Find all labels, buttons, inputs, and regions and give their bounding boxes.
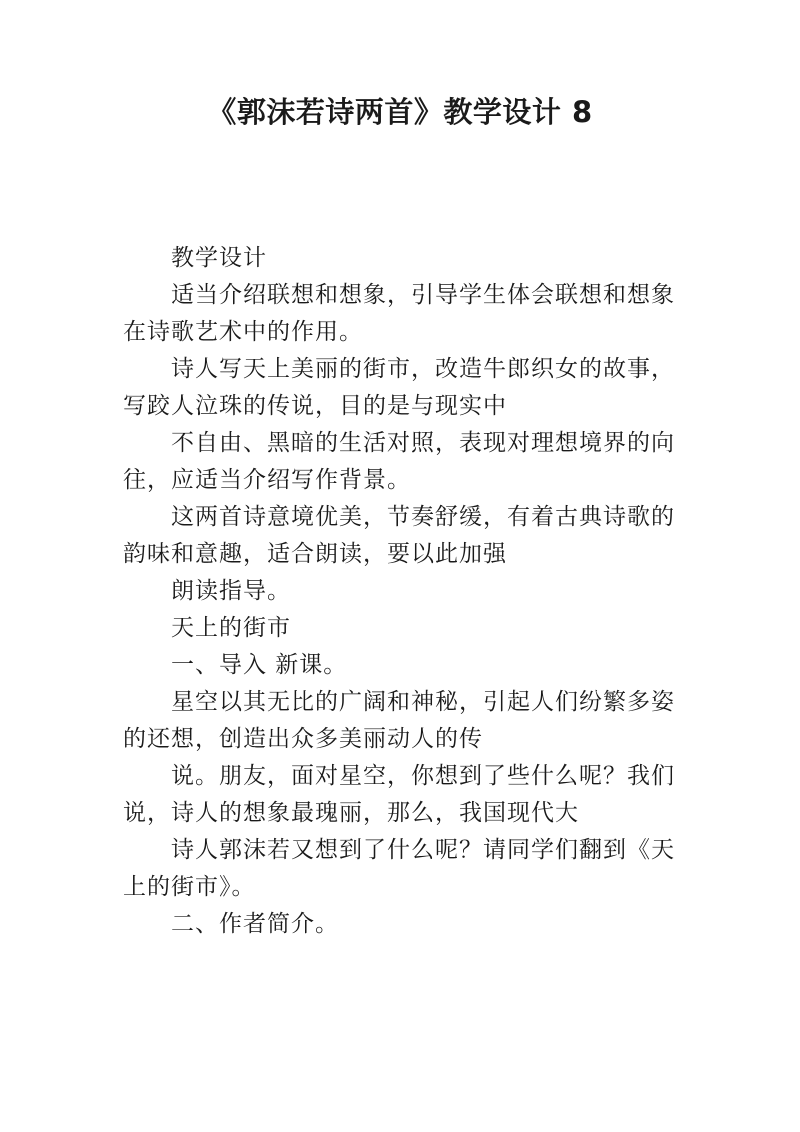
paragraph-heading-teaching-design: 教学设计: [171, 245, 267, 271]
paragraph: 诗人写天上美丽的街市，改造牛郎织女的故事，写跤人泣珠的传说，目的是与现实中: [123, 356, 675, 419]
paragraph: 不自由、黑暗的生活对照，表现对理想境界的向往，应适当介绍写作背景。: [123, 430, 675, 493]
document-body: [123, 240, 693, 943]
section-heading-poem: 天上的街市: [171, 615, 291, 641]
paragraph: 朗读指导。: [171, 578, 291, 604]
paragraph: 诗人郭沫若又想到了什么呢？请同学们翻到《天上的街市》。: [123, 837, 675, 900]
document-title: 《郭沫若诗两首》教学设计 8: [207, 95, 593, 129]
paragraph: 这两首诗意境优美，节奏舒缓，有着古典诗歌的韵味和意趣，适合朗读，要以此加强: [123, 504, 675, 567]
section-heading-author: 二、作者简介。: [171, 911, 339, 937]
paragraph: 适当介绍联想和想象，引导学生体会联想和想象在诗歌艺术中的作用。: [123, 282, 675, 345]
paragraph: 星空以其无比的广阔和神秘，引起人们纷繁多姿的还想，创造出众多美丽动人的传: [123, 689, 675, 752]
section-heading-intro: 一、导入 新课。: [171, 652, 348, 678]
paragraph: 说。朋友，面对星空，你想到了些什么呢？我们说，诗人的想象最瑰丽，那么，我国现代大: [123, 763, 675, 826]
